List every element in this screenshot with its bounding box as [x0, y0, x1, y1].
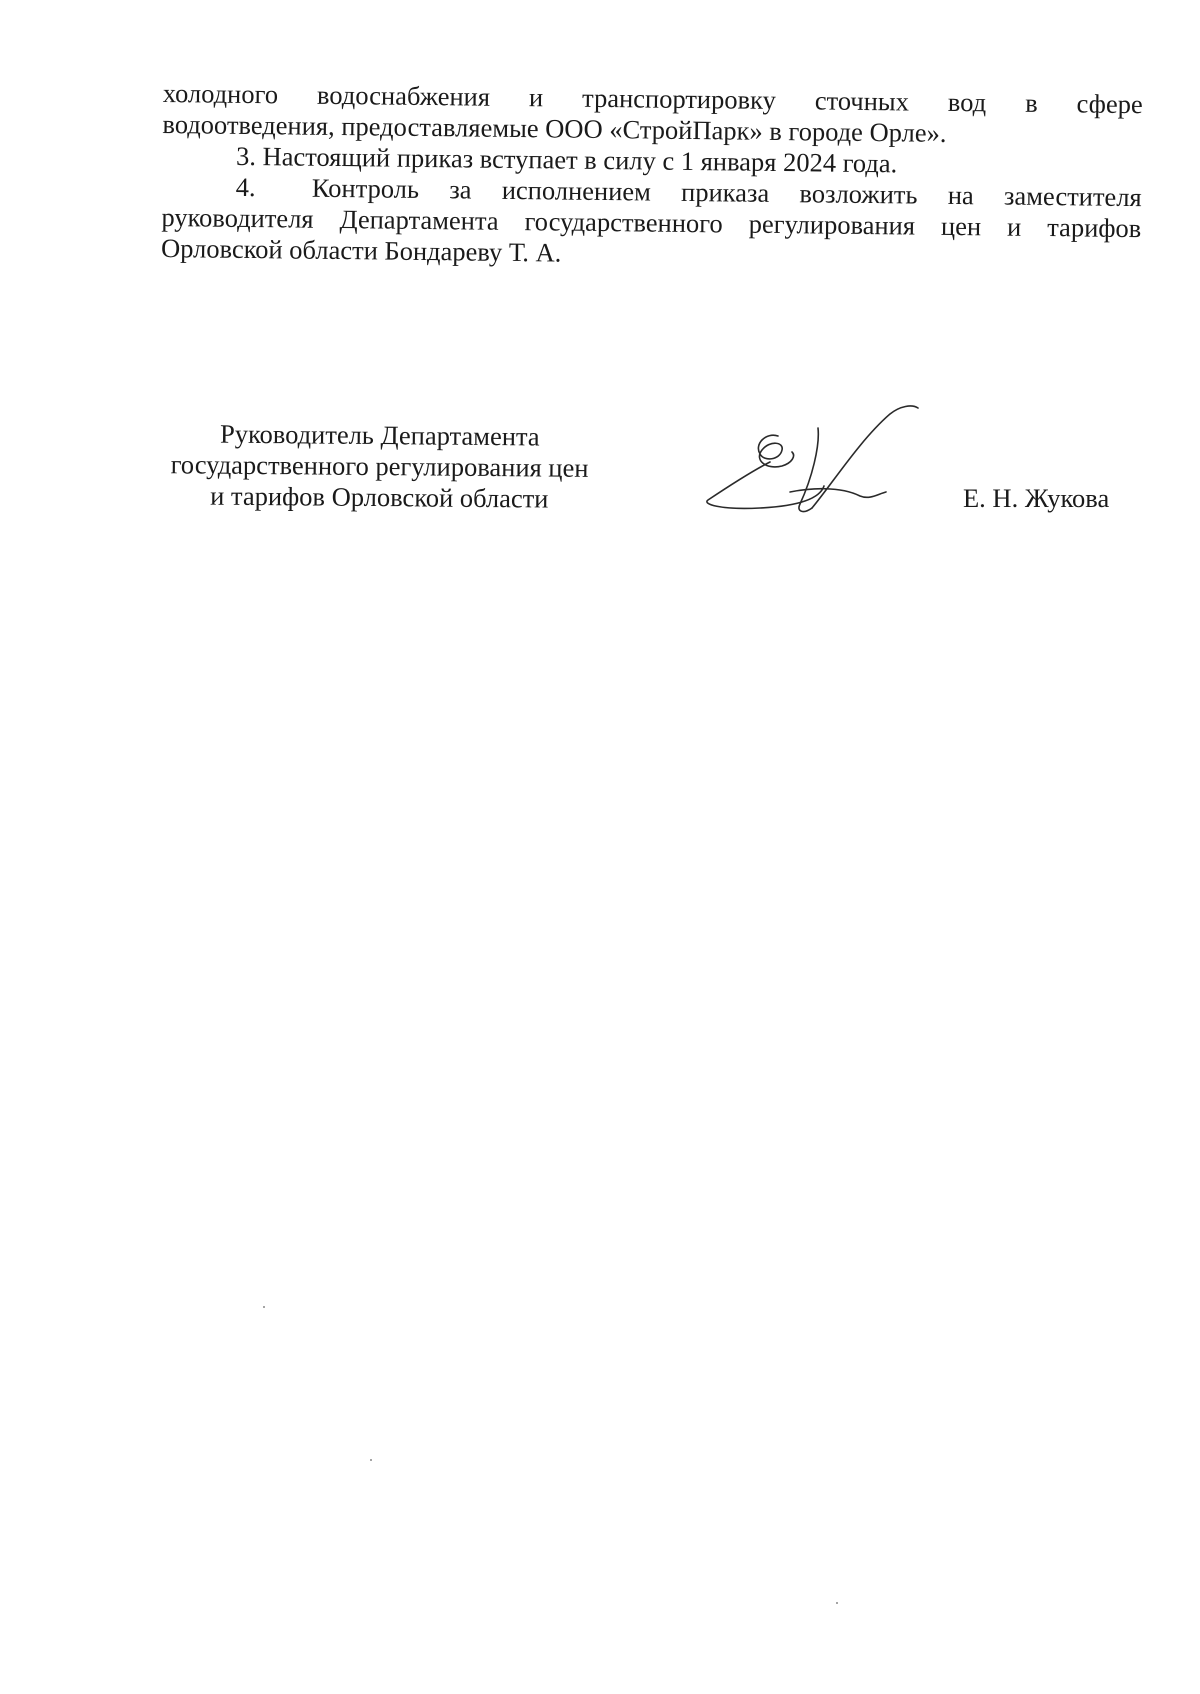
- word: на: [947, 179, 974, 211]
- word: сточных: [814, 85, 910, 117]
- word: и: [528, 82, 544, 113]
- position-line: Руководитель Департамента: [219, 418, 540, 452]
- word: цен: [940, 210, 982, 242]
- word: транспортировку: [581, 82, 777, 115]
- scan-speck: [836, 1602, 838, 1604]
- signer-name: Е. Н. Жукова: [963, 483, 1110, 513]
- order-body-text: [161, 78, 1143, 275]
- signatory-position: [144, 418, 615, 515]
- signature-stroke: [812, 406, 918, 508]
- word: исполнением: [501, 174, 652, 207]
- word: водоснабжения: [316, 79, 491, 112]
- word: государственного: [524, 206, 723, 239]
- position-line: и тарифов Орловской области: [210, 480, 549, 514]
- item-3-text: 3. Настоящий приказ вступает в силу с 1 января 2024 года.: [235, 140, 898, 179]
- word: вод: [947, 86, 987, 118]
- scan-speck: [263, 1306, 265, 1308]
- word: тарифов: [1047, 212, 1142, 244]
- signature-stroke: [758, 435, 793, 467]
- word: возложить: [799, 178, 918, 210]
- word: руководителя: [161, 201, 314, 234]
- item-4-line-3: Орловской области Бондареву Т. А.: [160, 232, 562, 268]
- handwritten-signature: [700, 400, 930, 530]
- word: Департамента: [339, 204, 499, 236]
- word: холодного: [162, 78, 279, 110]
- signature-stroke: [707, 462, 824, 508]
- word: заместителя: [1003, 180, 1142, 213]
- word: приказа: [680, 176, 770, 208]
- item-4-number: 4.: [235, 171, 256, 203]
- word: сфере: [1076, 88, 1143, 120]
- word: и: [1006, 211, 1022, 242]
- word: в: [1025, 87, 1038, 118]
- scan-speck: [370, 1459, 372, 1461]
- word: Контроль: [311, 172, 420, 204]
- position-line: государственного регулирования цен: [170, 449, 589, 483]
- word: за: [449, 174, 472, 205]
- paragraph-2-line-2: водоотведения, предоставляемые ООО «СтройПарк» в городе Орле».: [162, 108, 947, 148]
- word: регулирования: [748, 208, 916, 241]
